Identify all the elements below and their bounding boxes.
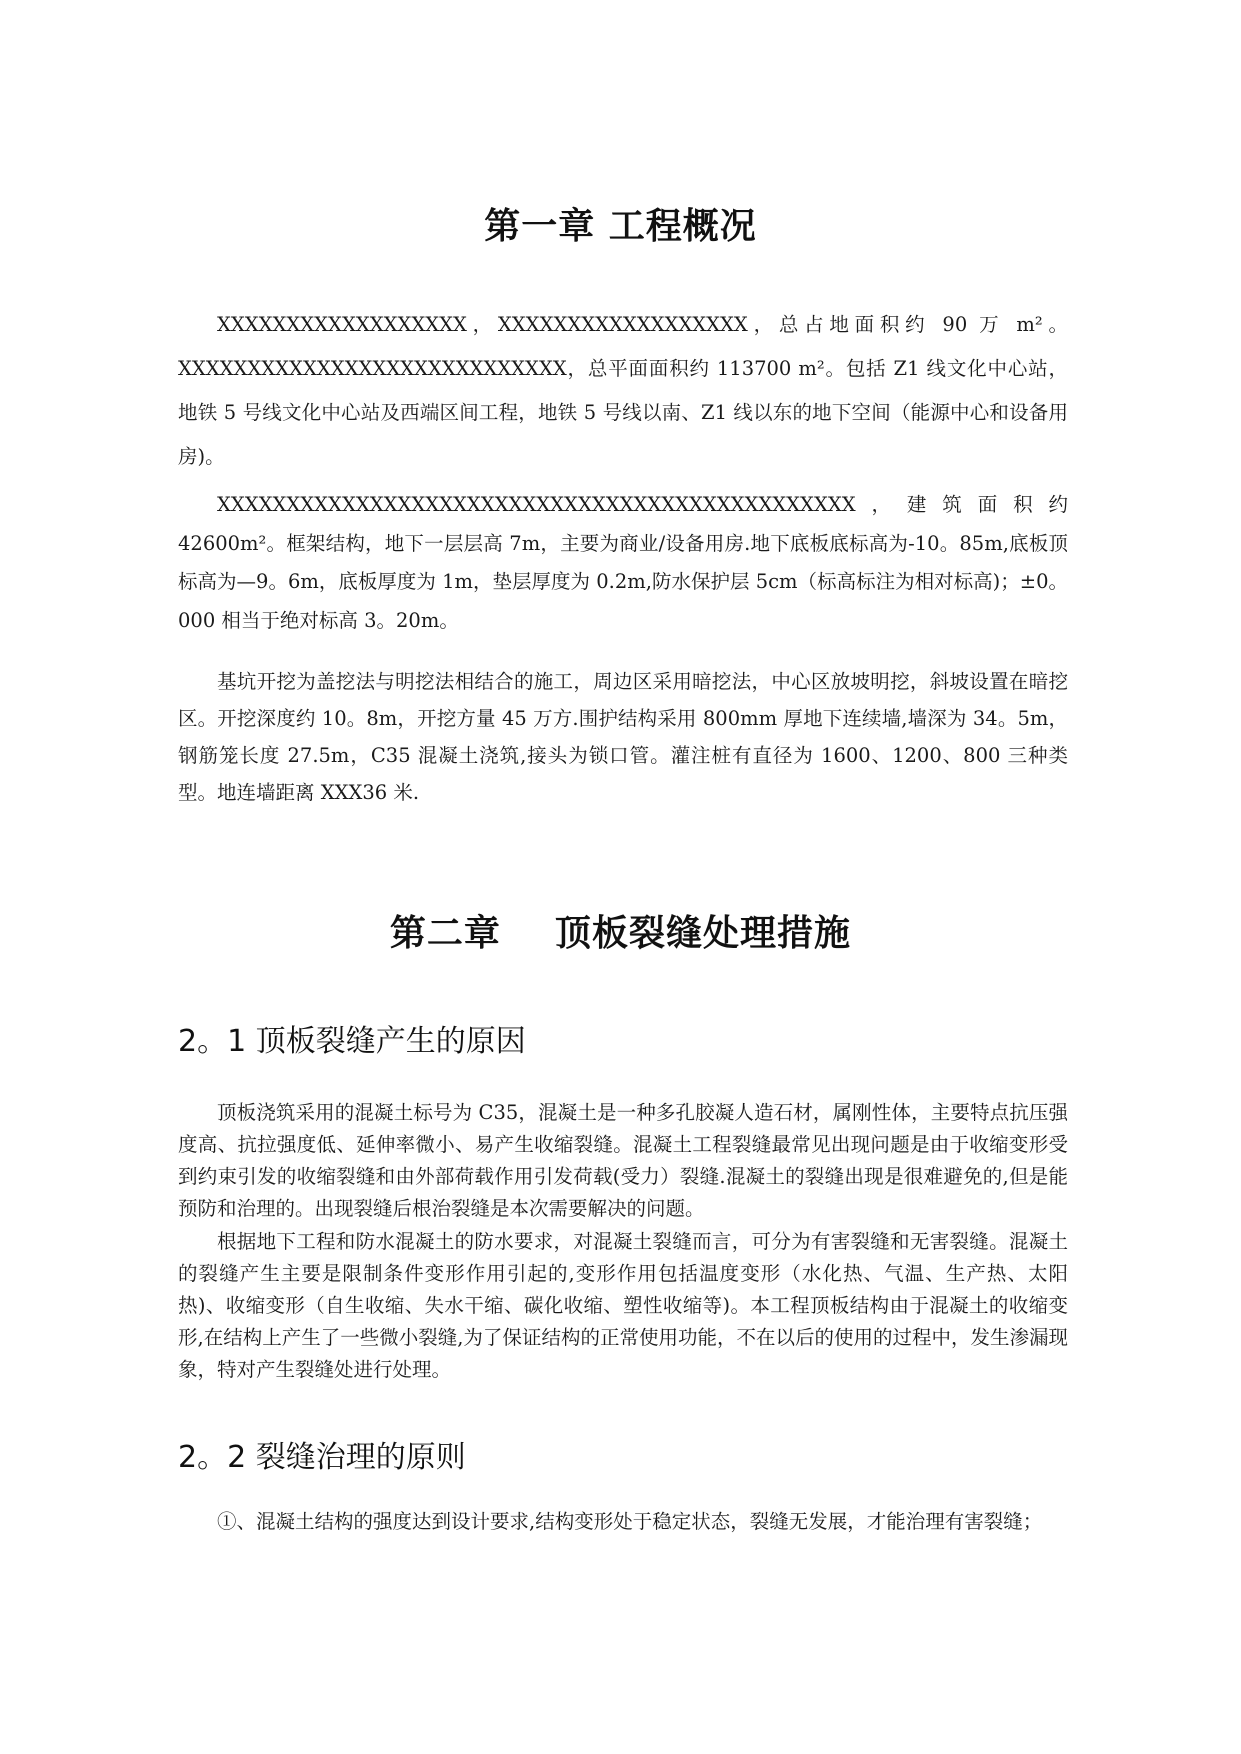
chapter-1-paragraph-2: XXXXXXXXXXXXXXXXXXXXXXXXXXXXXXXXXXXXXXXXXXXXXX，建筑面积约 42600m²。框架结构，地下一层层高 7m，主要为商业/设备用房.地下底板底标高为-10。85m,底板顶标高为—9。6m，底板厚度为 1m，垫层厚度为 0.2m,防水保护层 5cm（标高标注为相对标高)；±0。000 相当于绝对标高 3。20m。 <box>178 493 1068 632</box>
section-2-1-paragraph-1: 顶板浇筑采用的混凝土标号为 C35，混凝土是一种多孔胶凝人造石材，属刚性体，主要特点抗压强度高、抗拉强度低、延伸率微小、易产生收缩裂缝。混凝土工程裂缝最常见出现问题是由于收缩变形受到约束引发的收缩裂缝和由外部荷载作用引发荷载(受力）裂缝.混凝土的裂缝出现是很难避免的,但是能预防和治理的。出现裂缝后根治裂缝是本次需要解决的问题。 <box>178 1101 1068 1220</box>
chapter-2-title-text: 第二章 顶板裂缝处理措施 <box>389 913 852 954</box>
section-2-1-title: 2。1 顶板裂缝产生的原因 <box>178 1024 526 1059</box>
chapter-1-paragraph-3: 基坑开挖为盖挖法与明挖法相结合的施工，周边区采用暗挖法，中心区放坡明挖，斜坡设置在暗挖区。开挖深度约 10。8m，开挖方量 45 万方.围护结构采用 800mm 厚地下连续墙,墙深为 34。5m，钢筋笼长度 27.5m，C35 混凝土浇筑,接头为锁口管。灌注桩有直径为 1600、1200、800 三种类型。地连墙距离 XXX36 米. <box>178 670 1068 804</box>
section-2-2-title: 2。2 裂缝治理的原则 <box>178 1440 466 1475</box>
chapter-2-title <box>0 905 1241 956</box>
section-2-1-paragraph-2: 根据地下工程和防水混凝土的防水要求，对混凝土裂缝而言，可分为有害裂缝和无害裂缝。混凝土的裂缝产生主要是限制条件变形作用引起的,变形作用包括温度变形（水化热、气温、生产热、太阳热)、收缩变形（自生收缩、失水干缩、碳化收缩、塑性收缩等)。本工程顶板结构由于混凝土的收缩变形,在结构上产生了一些微小裂缝,为了保证结构的正常使用功能，不在以后的使用的过程中，发生渗漏现象，特对产生裂缝处进行处理。 <box>178 1230 1068 1381</box>
chapter-1-paragraph-1: XXXXXXXXXXXXXXXXXX，XXXXXXXXXXXXXXXXXX，总占地面积约 90 万 m²。XXXXXXXXXXXXXXXXXXXXXXXXXXXX，总平面面积约 113700 m²。包括 Z1 线文化中心站，地铁 5 号线文化中心站及西端区间工程，地铁 5 号线以南、Z1 线以东的地下空间（能源中心和设备用房)。 <box>178 313 1068 468</box>
chapter-1-title: 第一章 工程概况 <box>484 206 757 247</box>
section-2-2-paragraph-1: ①、混凝土结构的强度达到设计要求,结构变形处于稳定状态，裂缝无发展，才能治理有害裂缝； <box>217 1510 1043 1533</box>
